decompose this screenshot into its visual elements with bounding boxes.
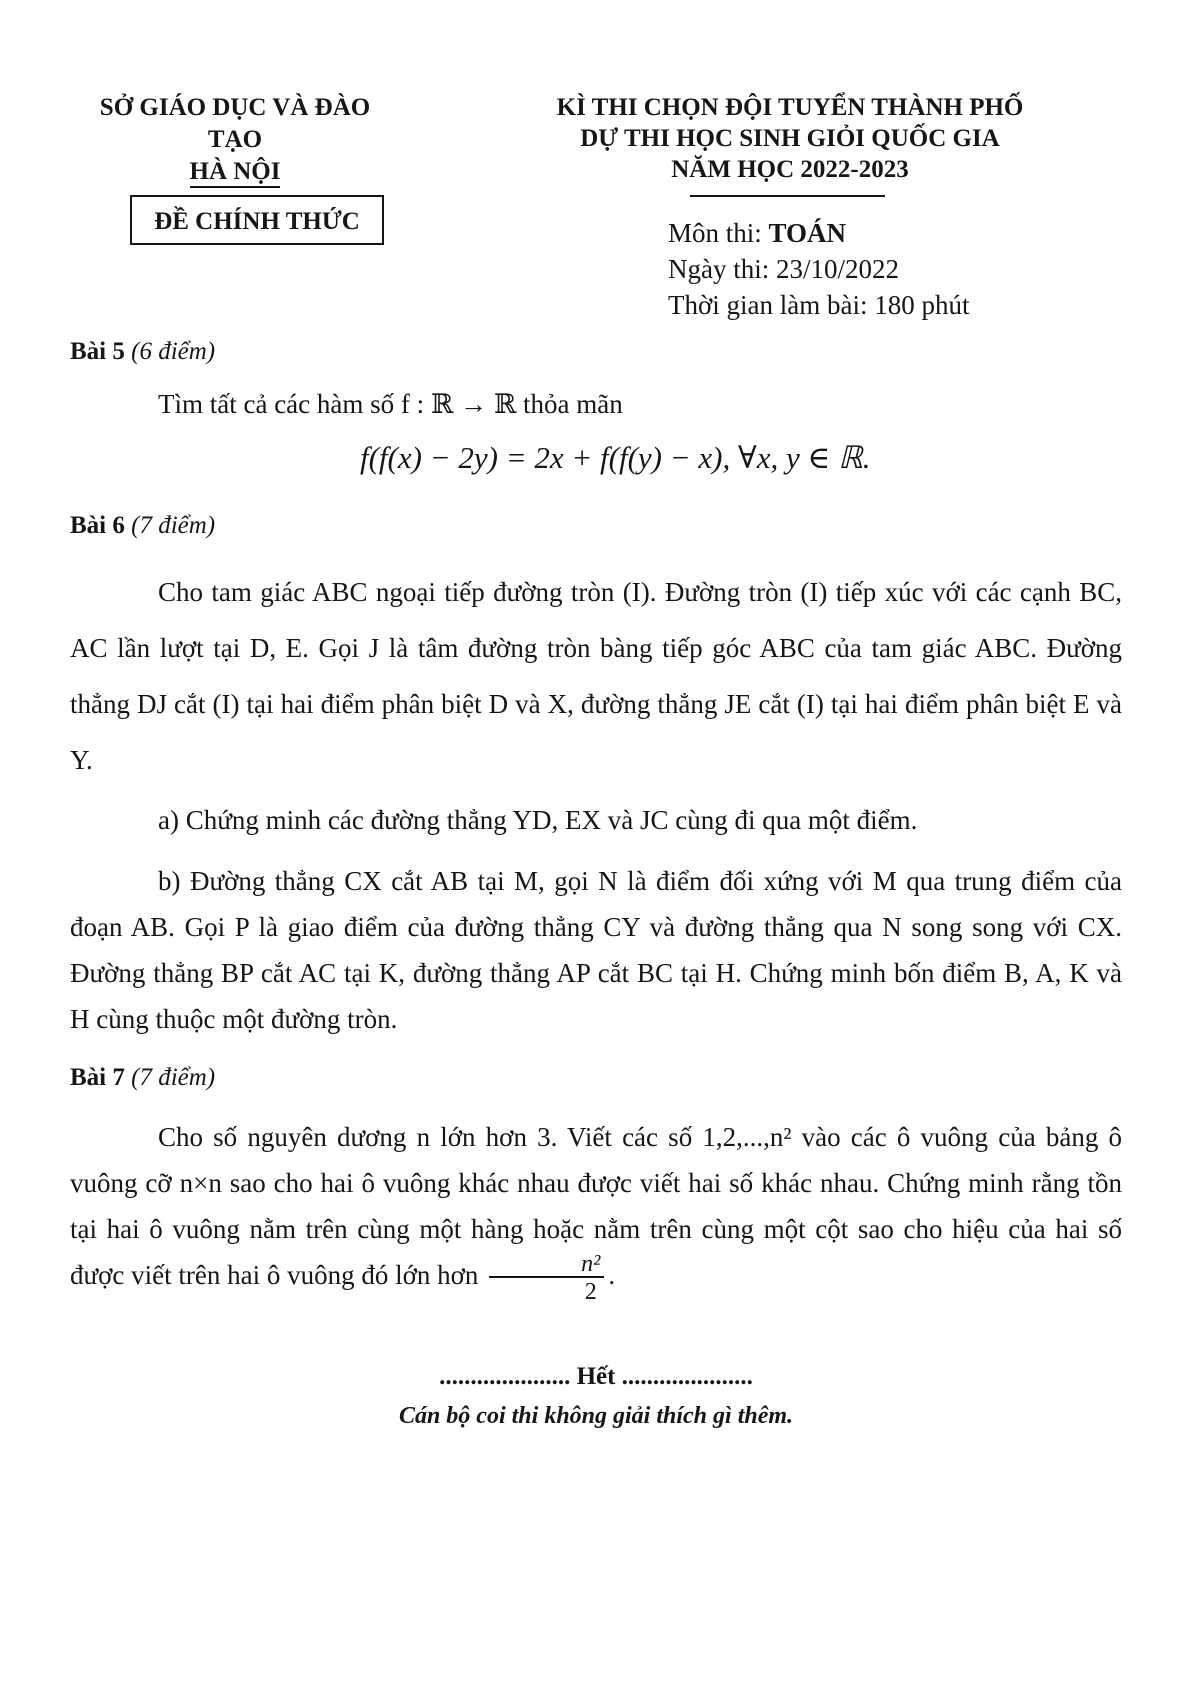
problem6-heading	[70, 512, 215, 540]
exam-header	[480, 92, 1100, 185]
problem7-text: Cho số nguyên dương n lớn hơn 3. Viết các số 1,2,...,n² vào các ô vuông của bảng ô vuông cỡ n×n sao cho hai ô vuông khác nhau được viết hai số khác nhau. Chứng minh rằng tồn tại hai ô vuông nằm trên cùng một hàng hoặc nằm trên cùng một cột sao cho hiệu của hai số được viết trên hai ô vuông đó lớn hơn	[70, 1122, 1122, 1291]
school-year: NĂM HỌC 2022-2023	[671, 156, 909, 183]
exam-title-line2: DỰ THI HỌC SINH GIỎI QUỐC GIA	[580, 125, 1000, 152]
problem6-title: Bài 6	[70, 512, 125, 539]
problem7-title: Bài 7	[70, 1064, 125, 1091]
problem6-part-a: a) Chứng minh các đường thẳng YD, EX và JC cùng đi qua một điểm.	[158, 805, 918, 835]
problem5-statement: Tìm tất cả các hàm số f : ℝ → ℝ thỏa mãn	[158, 389, 623, 419]
department-header	[70, 92, 400, 188]
duration-value: 180 phút	[874, 290, 970, 320]
exam-title-line1: KÌ THI CHỌN ĐỘI TUYỂN THÀNH PHỐ	[556, 94, 1024, 121]
header-divider	[690, 195, 885, 197]
fraction-numerator: n²	[489, 1252, 604, 1278]
official-label: ĐỀ CHÍNH THỨC	[130, 195, 384, 245]
date-value: 23/10/2022	[776, 254, 900, 284]
problem6-points: (7 điểm)	[131, 512, 216, 539]
problem6-part-b: b) Đường thẳng CX cắt AB tại M, gọi N là điểm đối xứng với M qua trung điểm của đoạn AB. Gọi P là giao điểm của đường thẳng CY và đường thẳng qua N song song với CX. Đường thẳng BP cắt AC tại K, đường thẳng AP cắt BC tại H. Chứng minh bốn điểm B, A, K và H cùng thuộc một đường tròn.	[70, 866, 1122, 1034]
exam-info	[668, 215, 970, 323]
city-name: HÀ NỘI	[190, 158, 281, 188]
proctor-note: Cán bộ coi thi không giải thích gì thêm.	[398, 1403, 794, 1429]
problem5-heading	[70, 338, 215, 366]
department-name: SỞ GIÁO DỤC VÀ ĐÀO TẠO	[99, 94, 371, 153]
problem5-formula: f(f(x) − 2y) = 2x + f(f(y) − x), ∀x, y ∈ ℝ.	[360, 440, 871, 475]
problem5-title: Bài 5	[70, 338, 125, 365]
subject-label: Môn thi:	[668, 218, 762, 248]
date-label: Ngày thi:	[668, 254, 770, 284]
problem7-statement	[70, 1114, 1122, 1304]
problem7-fraction	[489, 1252, 604, 1304]
problem7-end-punct: .	[608, 1260, 616, 1291]
duration-label: Thời gian làm bài:	[668, 290, 868, 320]
problem5-points: (6 điểm)	[131, 338, 216, 365]
problem7-heading	[70, 1064, 215, 1092]
end-marker: ..................... Hết .....................	[439, 1363, 753, 1390]
subject-value: TOÁN	[768, 218, 847, 248]
problem7-points: (7 điểm)	[131, 1064, 216, 1091]
fraction-denominator: 2	[584, 1279, 597, 1305]
problem6-intro: Cho tam giác ABC ngoại tiếp đường tròn (I). Đường tròn (I) tiếp xúc với các cạnh BC, AC lần lượt tại D, E. Gọi J là tâm đường tròn bàng tiếp góc ABC của tam giác ABC. Đường thẳng DJ cắt (I) tại hai điểm phân biệt D và X, đường thẳng JE cắt (I) tại hai điểm phân biệt E và Y.	[70, 577, 1122, 775]
